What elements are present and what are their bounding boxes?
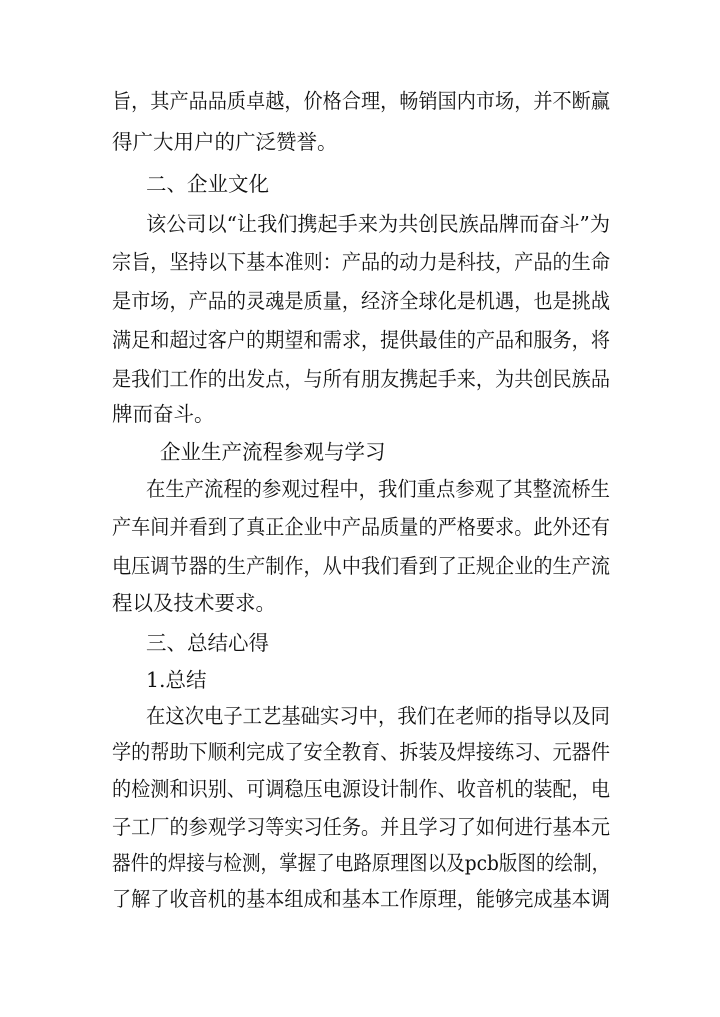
text-line: 的检测和识别、可调稳压电源设计制作、收音机的装配，电 [112, 777, 610, 801]
text-line: 电压调节器的生产制作，从中我们看到了正规企业的生产流 [112, 554, 610, 578]
section-heading: 三、总结心得 [146, 631, 269, 655]
text-line: 是市场，产品的灵魂是质量，经济全球化是机遇，也是挑战 [112, 289, 610, 313]
text-line: 满足和超过客户的期望和需求，提供最佳的产品和服务，将 [112, 328, 610, 352]
text-line: 牌而奋斗。 [112, 402, 215, 426]
text-line: 在这次电子工艺基础实习中，我们在老师的指导以及同 [146, 704, 611, 728]
text-line: 是我们工作的出发点，与所有朋友携起手来，为共创民族品 [112, 367, 610, 391]
text-line: 了解了收音机的基本组成和基本工作原理，能够完成基本调 [112, 887, 610, 911]
text-line: 器件的焊接与检测，掌握了电路原理图以及pcb版图的绘制， [112, 851, 611, 875]
subsection-heading: 1.总结 [146, 668, 207, 692]
text-line: 旨，其产品品质卓越，价格合理，畅销国内市场，并不断赢 [112, 89, 610, 113]
text-line: 子工厂的参观学习等实习任务。并且学习了如何进行基本元 [112, 815, 610, 839]
text-line: 该公司以“让我们携起手来为共创民族品牌而奋斗”为 [146, 212, 610, 236]
text-line: 产车间并看到了真正企业中产品质量的严格要求。此外还有 [112, 515, 610, 539]
text-line: 在生产流程的参观过程中，我们重点参观了其整流桥生 [146, 477, 611, 501]
text-line: 宗旨，坚持以下基本准则：产品的动力是科技，产品的生命 [112, 250, 610, 274]
section-heading: 二、企业文化 [146, 172, 269, 196]
text-line: 程以及技术要求。 [112, 591, 276, 615]
text-line: 得广大用户的广泛赞誉。 [112, 130, 338, 154]
text-line: 学的帮助下顺利完成了安全教育、拆装及焊接练习、元器件 [112, 740, 610, 764]
section-heading: 企业生产流程参观与学习 [160, 440, 386, 464]
